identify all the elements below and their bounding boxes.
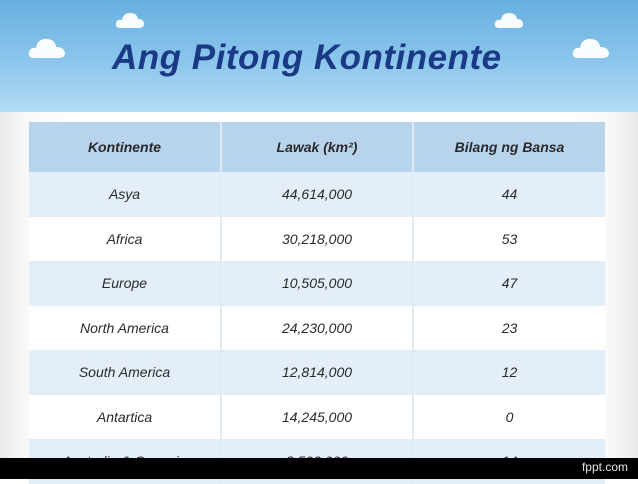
country-count-cell: 0 — [505, 408, 514, 425]
continents-table — [29, 122, 605, 484]
brand-label: fppt.com — [581, 460, 628, 474]
table-row — [29, 350, 605, 395]
country-count-cell: 12 — [501, 364, 518, 381]
cloud-icon — [572, 36, 610, 60]
continent-cell: Europe — [29, 261, 221, 306]
table-row — [29, 217, 605, 262]
header-area: Lawak (km²) — [221, 122, 413, 172]
cloud-icon — [115, 10, 145, 30]
continent-cell: Africa — [29, 217, 221, 262]
continent-cell: South America — [29, 350, 221, 395]
slide-title: Ang Pitong Kontinente — [112, 38, 502, 77]
table-row — [29, 395, 605, 440]
area-cell: 44,614,000 — [221, 172, 413, 217]
continent-cell: Asya — [29, 172, 221, 217]
header-continent: Kontinente — [29, 122, 221, 172]
table-row — [29, 261, 605, 306]
cloud-icon — [494, 10, 524, 30]
country-count-cell: 47 — [501, 275, 518, 292]
cloud-icon — [28, 36, 66, 60]
area-cell: 30,218,000 — [221, 217, 413, 262]
table-row — [29, 306, 605, 351]
table-header-row — [29, 122, 605, 172]
area-cell: 10,505,000 — [221, 261, 413, 306]
country-count-cell: 44 — [501, 186, 518, 203]
continent-cell: North America — [29, 306, 221, 351]
area-cell: 14,245,000 — [221, 395, 413, 440]
area-cell: 24,230,000 — [221, 306, 413, 351]
country-count-cell: 23 — [501, 319, 518, 336]
header-country-count: Bilang ng Bansa — [454, 139, 565, 155]
footer-bar — [0, 458, 638, 479]
country-count-cell: 53 — [501, 230, 518, 247]
continent-cell: Antartica — [29, 395, 221, 440]
area-cell: 12,814,000 — [221, 350, 413, 395]
table-row — [29, 172, 605, 217]
